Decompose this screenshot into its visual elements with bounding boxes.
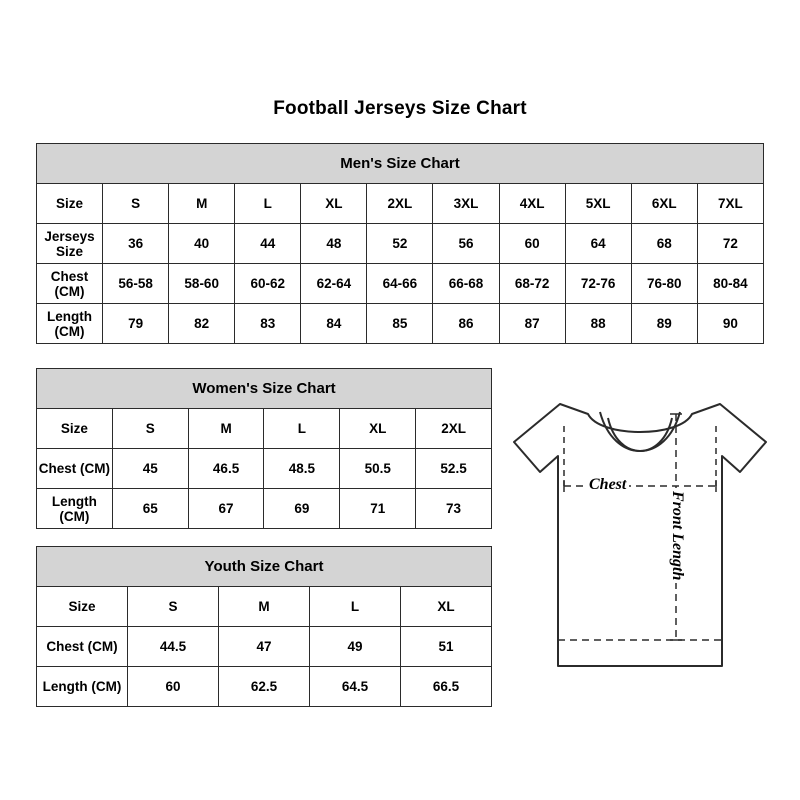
table-cell: XL bbox=[301, 184, 367, 224]
table-cell: 44.5 bbox=[128, 627, 219, 667]
table-cell: 60 bbox=[128, 667, 219, 707]
table-cell: 80-84 bbox=[697, 264, 763, 304]
table-cell: 51 bbox=[401, 627, 492, 667]
table-row bbox=[37, 184, 764, 224]
table-cell: 48 bbox=[301, 224, 367, 264]
mens-size-table bbox=[36, 143, 764, 344]
table-cell: 66-68 bbox=[433, 264, 499, 304]
table-cell: 67 bbox=[188, 489, 264, 529]
table-cell: 65 bbox=[112, 489, 188, 529]
table-cell: S bbox=[128, 587, 219, 627]
table-cell: 58-60 bbox=[169, 264, 235, 304]
table-cell: 89 bbox=[631, 304, 697, 344]
table-row bbox=[37, 304, 764, 344]
table-cell: S bbox=[103, 184, 169, 224]
row-label: Size bbox=[37, 184, 103, 224]
table-cell: S bbox=[112, 409, 188, 449]
row-label: Length (CM) bbox=[37, 489, 113, 529]
table-cell: 79 bbox=[103, 304, 169, 344]
table-cell: 36 bbox=[103, 224, 169, 264]
mens-section-heading: Men's Size Chart bbox=[37, 144, 764, 184]
table-section-header-row bbox=[37, 547, 492, 587]
table-cell: 2XL bbox=[367, 184, 433, 224]
womens-section-heading: Women's Size Chart bbox=[37, 369, 492, 409]
table-cell: 86 bbox=[433, 304, 499, 344]
table-cell: 7XL bbox=[697, 184, 763, 224]
table-cell: 64 bbox=[565, 224, 631, 264]
table-cell: M bbox=[219, 587, 310, 627]
mens-size-chart bbox=[36, 143, 764, 344]
table-cell: L bbox=[264, 409, 340, 449]
table-cell: 45 bbox=[112, 449, 188, 489]
table-cell: L bbox=[310, 587, 401, 627]
table-cell: 48.5 bbox=[264, 449, 340, 489]
table-row bbox=[37, 667, 492, 707]
table-cell: 72-76 bbox=[565, 264, 631, 304]
table-cell: 88 bbox=[565, 304, 631, 344]
table-cell: 71 bbox=[340, 489, 416, 529]
table-cell: 72 bbox=[697, 224, 763, 264]
row-label: Length (CM) bbox=[37, 667, 128, 707]
table-cell: 90 bbox=[697, 304, 763, 344]
table-cell: M bbox=[169, 184, 235, 224]
table-section-header-row bbox=[37, 144, 764, 184]
table-section-header-row bbox=[37, 369, 492, 409]
table-cell: 6XL bbox=[631, 184, 697, 224]
table-cell: 82 bbox=[169, 304, 235, 344]
table-cell: 5XL bbox=[565, 184, 631, 224]
table-cell: 60-62 bbox=[235, 264, 301, 304]
table-cell: 40 bbox=[169, 224, 235, 264]
t-shirt-measurement-diagram bbox=[500, 390, 780, 690]
table-cell: 3XL bbox=[433, 184, 499, 224]
table-cell: 69 bbox=[264, 489, 340, 529]
table-cell: 68-72 bbox=[499, 264, 565, 304]
table-cell: 87 bbox=[499, 304, 565, 344]
table-cell: 44 bbox=[235, 224, 301, 264]
table-cell: 73 bbox=[416, 489, 492, 529]
table-row bbox=[37, 409, 492, 449]
row-label: Jerseys Size bbox=[37, 224, 103, 264]
row-label: Length (CM) bbox=[37, 304, 103, 344]
table-cell: 66.5 bbox=[401, 667, 492, 707]
table-cell: 64-66 bbox=[367, 264, 433, 304]
row-label: Chest (CM) bbox=[37, 627, 128, 667]
table-cell: 56 bbox=[433, 224, 499, 264]
front-length-measure-label: Front Length bbox=[668, 488, 686, 583]
table-cell: 52 bbox=[367, 224, 433, 264]
table-row bbox=[37, 224, 764, 264]
table-cell: 56-58 bbox=[103, 264, 169, 304]
table-cell: 62-64 bbox=[301, 264, 367, 304]
row-label: Size bbox=[37, 409, 113, 449]
table-cell: M bbox=[188, 409, 264, 449]
table-row bbox=[37, 449, 492, 489]
table-cell: 4XL bbox=[499, 184, 565, 224]
row-label: Size bbox=[37, 587, 128, 627]
youth-size-table bbox=[36, 546, 492, 707]
table-cell: 85 bbox=[367, 304, 433, 344]
row-label: Chest (CM) bbox=[37, 449, 113, 489]
youth-size-chart bbox=[36, 546, 492, 707]
womens-size-table bbox=[36, 368, 492, 529]
table-cell: 64.5 bbox=[310, 667, 401, 707]
table-cell: 52.5 bbox=[416, 449, 492, 489]
table-cell: 62.5 bbox=[219, 667, 310, 707]
womens-size-chart bbox=[36, 368, 492, 529]
table-cell: XL bbox=[340, 409, 416, 449]
table-row bbox=[37, 264, 764, 304]
table-cell: 60 bbox=[499, 224, 565, 264]
table-cell: 2XL bbox=[416, 409, 492, 449]
table-row bbox=[37, 489, 492, 529]
t-shirt-outline-icon bbox=[500, 390, 780, 690]
table-cell: 50.5 bbox=[340, 449, 416, 489]
row-label: Chest (CM) bbox=[37, 264, 103, 304]
table-cell: L bbox=[235, 184, 301, 224]
table-cell: XL bbox=[401, 587, 492, 627]
table-cell: 83 bbox=[235, 304, 301, 344]
table-cell: 76-80 bbox=[631, 264, 697, 304]
table-cell: 47 bbox=[219, 627, 310, 667]
youth-section-heading: Youth Size Chart bbox=[37, 547, 492, 587]
table-cell: 46.5 bbox=[188, 449, 264, 489]
table-row bbox=[37, 587, 492, 627]
table-cell: 49 bbox=[310, 627, 401, 667]
chest-measure-label: Chest bbox=[586, 476, 629, 494]
table-cell: 84 bbox=[301, 304, 367, 344]
table-cell: 68 bbox=[631, 224, 697, 264]
table-row bbox=[37, 627, 492, 667]
page-title: Football Jerseys Size Chart bbox=[273, 98, 527, 119]
